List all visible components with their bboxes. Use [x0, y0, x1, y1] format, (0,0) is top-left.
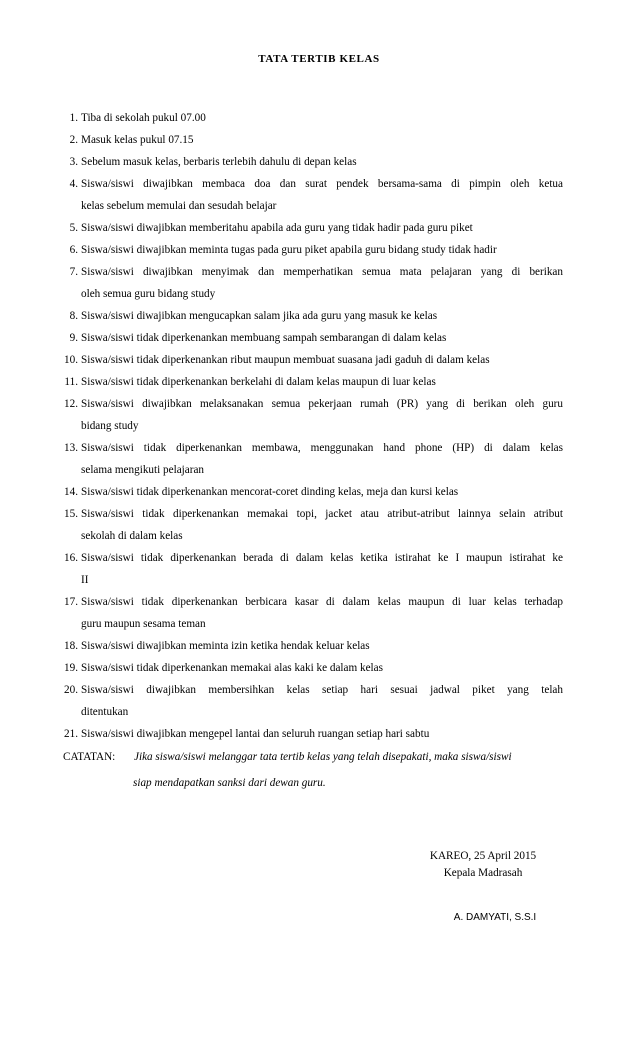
- rule-text-line: Siswa/siswi tidak diperkenankan berbicara kasar di dalam kelas maupun di luar kelas terhadap: [81, 596, 563, 608]
- rule-text-line: Siswa/siswi tidak diperkenankan berkelahi di dalam kelas maupun di luar kelas: [81, 376, 436, 388]
- rule-number: 14.: [64, 486, 78, 498]
- rule-number: 9.: [69, 332, 78, 344]
- rule-item: [0, 349, 638, 371]
- signature-position: Kepala Madrasah: [443, 867, 523, 879]
- rule-text-line: Siswa/siswi diwajibkan memberitahu apabila ada guru yang tidak hadir pada guru piket: [81, 222, 473, 234]
- rule-number: 6.: [69, 244, 78, 256]
- rule-item: [0, 151, 638, 173]
- rule-item: [0, 591, 638, 635]
- rule-text-line: Siswa/siswi diwajibkan meminta tugas pada guru piket apabila guru bidang study tidak hadir: [81, 244, 497, 256]
- rule-text-line: II: [81, 574, 89, 586]
- rule-item: [0, 107, 638, 129]
- rule-text-line: Sebelum masuk kelas, berbaris terlebih dahulu di depan kelas: [81, 156, 357, 168]
- rule-number: 16.: [64, 552, 78, 564]
- rule-text-line: Siswa/siswi tidak diperkenankan memakai alas kaki ke dalam kelas: [81, 662, 383, 674]
- rule-item: [0, 679, 638, 723]
- rule-number: 11.: [64, 376, 78, 388]
- rule-text-line: Siswa/siswi diwajibkan mengucapkan salam jika ada guru yang masuk ke kelas: [81, 310, 438, 322]
- rule-text-line: Siswa/siswi diwajibkan melaksanakan semua pekerjaan rumah (PR) yang di berikan oleh guru: [81, 398, 563, 410]
- rule-item: [0, 657, 638, 679]
- rule-item: [0, 261, 638, 305]
- signature-place-date: KAREO, 25 April 2015: [429, 850, 537, 862]
- rule-text-line: Siswa/siswi tidak diperkenankan berada di dalam kelas ketika istirahat ke I maupun istirahat ke: [81, 552, 563, 564]
- rule-item: [0, 437, 638, 481]
- rule-text-line: Siswa/siswi diwajibkan menyimak dan memperhatikan semua mata pelajaran yang di berikan: [81, 266, 563, 278]
- rule-text-line: Siswa/siswi tidak diperkenankan memakai topi, jacket atau atribut-atribut lainnya selain atribut: [81, 508, 563, 520]
- rule-item: [0, 305, 638, 327]
- rule-number: 18.: [64, 640, 78, 652]
- rule-item: [0, 547, 638, 591]
- rule-item: [0, 635, 638, 657]
- rule-text-line: selama mengikuti pelajaran: [81, 464, 205, 476]
- rule-text-line: Siswa/siswi diwajibkan meminta izin ketika hendak keluar kelas: [81, 640, 370, 652]
- rule-item: [0, 481, 638, 503]
- rule-text-line: oleh semua guru bidang study: [81, 288, 216, 300]
- note-text-line-1: Jika siswa/siswi melanggar tata tertib kelas yang telah disepakati, maka siswa/siswi: [134, 751, 512, 763]
- rule-number: 15.: [64, 508, 78, 520]
- rule-item: [0, 393, 638, 437]
- rule-item: [0, 239, 638, 261]
- note-text-line-2: siap mendapatkan sanksi dari dewan guru.: [133, 777, 326, 789]
- rule-number: 20.: [64, 684, 78, 696]
- rule-text-line: Masuk kelas pukul 07.15: [81, 134, 194, 146]
- rule-text-line: sekolah di dalam kelas: [81, 530, 183, 542]
- rule-item: [0, 723, 638, 745]
- rule-text-line: Siswa/siswi tidak diperkenankan mencorat-coret dinding kelas, meja dan kursi kelas: [81, 486, 459, 498]
- rule-item: [0, 371, 638, 393]
- rule-number: 7.: [69, 266, 78, 278]
- rule-text-line: Siswa/siswi tidak diperkenankan membuang sampah sembarangan di dalam kelas: [81, 332, 447, 344]
- rule-number: 19.: [64, 662, 78, 674]
- rule-text-line: Siswa/siswi diwajibkan membersihkan kelas setiap hari sesuai jadwal piket yang telah: [81, 684, 563, 696]
- rule-item: [0, 503, 638, 547]
- rule-number: 4.: [69, 178, 78, 190]
- rule-text-line: Siswa/siswi diwajibkan mengepel lantai dan seluruh ruangan setiap hari sabtu: [81, 728, 430, 740]
- rule-text-line: kelas sebelum memulai dan sesudah belajar: [81, 200, 277, 212]
- rule-number: 5.: [69, 222, 78, 234]
- rule-text-line: Siswa/siswi diwajibkan membaca doa dan surat pendek bersama-sama di pimpin oleh ketua: [81, 178, 563, 190]
- document-title: TATA TERTIB KELAS: [258, 53, 380, 65]
- rule-text-line: ditentukan: [81, 706, 129, 718]
- rule-text-line: guru maupun sesama teman: [81, 618, 206, 630]
- rule-number: 3.: [69, 156, 78, 168]
- rule-item: [0, 129, 638, 151]
- rule-number: 8.: [69, 310, 78, 322]
- rule-number: 10.: [64, 354, 78, 366]
- rule-number: 12.: [64, 398, 78, 410]
- rule-text-line: Tiba di sekolah pukul 07.00: [81, 112, 206, 124]
- rule-number: 2.: [69, 134, 78, 146]
- note-label: CATATAN:: [63, 751, 116, 763]
- rule-number: 21.: [64, 728, 78, 740]
- rule-text-line: bidang study: [81, 420, 139, 432]
- rule-text-line: Siswa/siswi tidak diperkenankan ribut maupun membuat suasana jadi gaduh di dalam kelas: [81, 354, 490, 366]
- rule-item: [0, 173, 638, 217]
- rule-number: 13.: [64, 442, 78, 454]
- rule-item: [0, 327, 638, 349]
- rule-item: [0, 217, 638, 239]
- signature-name: A. DAMYATI, S.S.I: [453, 912, 537, 923]
- rule-number: 1.: [69, 112, 78, 124]
- rule-number: 17.: [64, 596, 78, 608]
- rule-text-line: Siswa/siswi tidak diperkenankan membawa, menggunakan hand phone (HP) di dalam kelas: [81, 442, 563, 454]
